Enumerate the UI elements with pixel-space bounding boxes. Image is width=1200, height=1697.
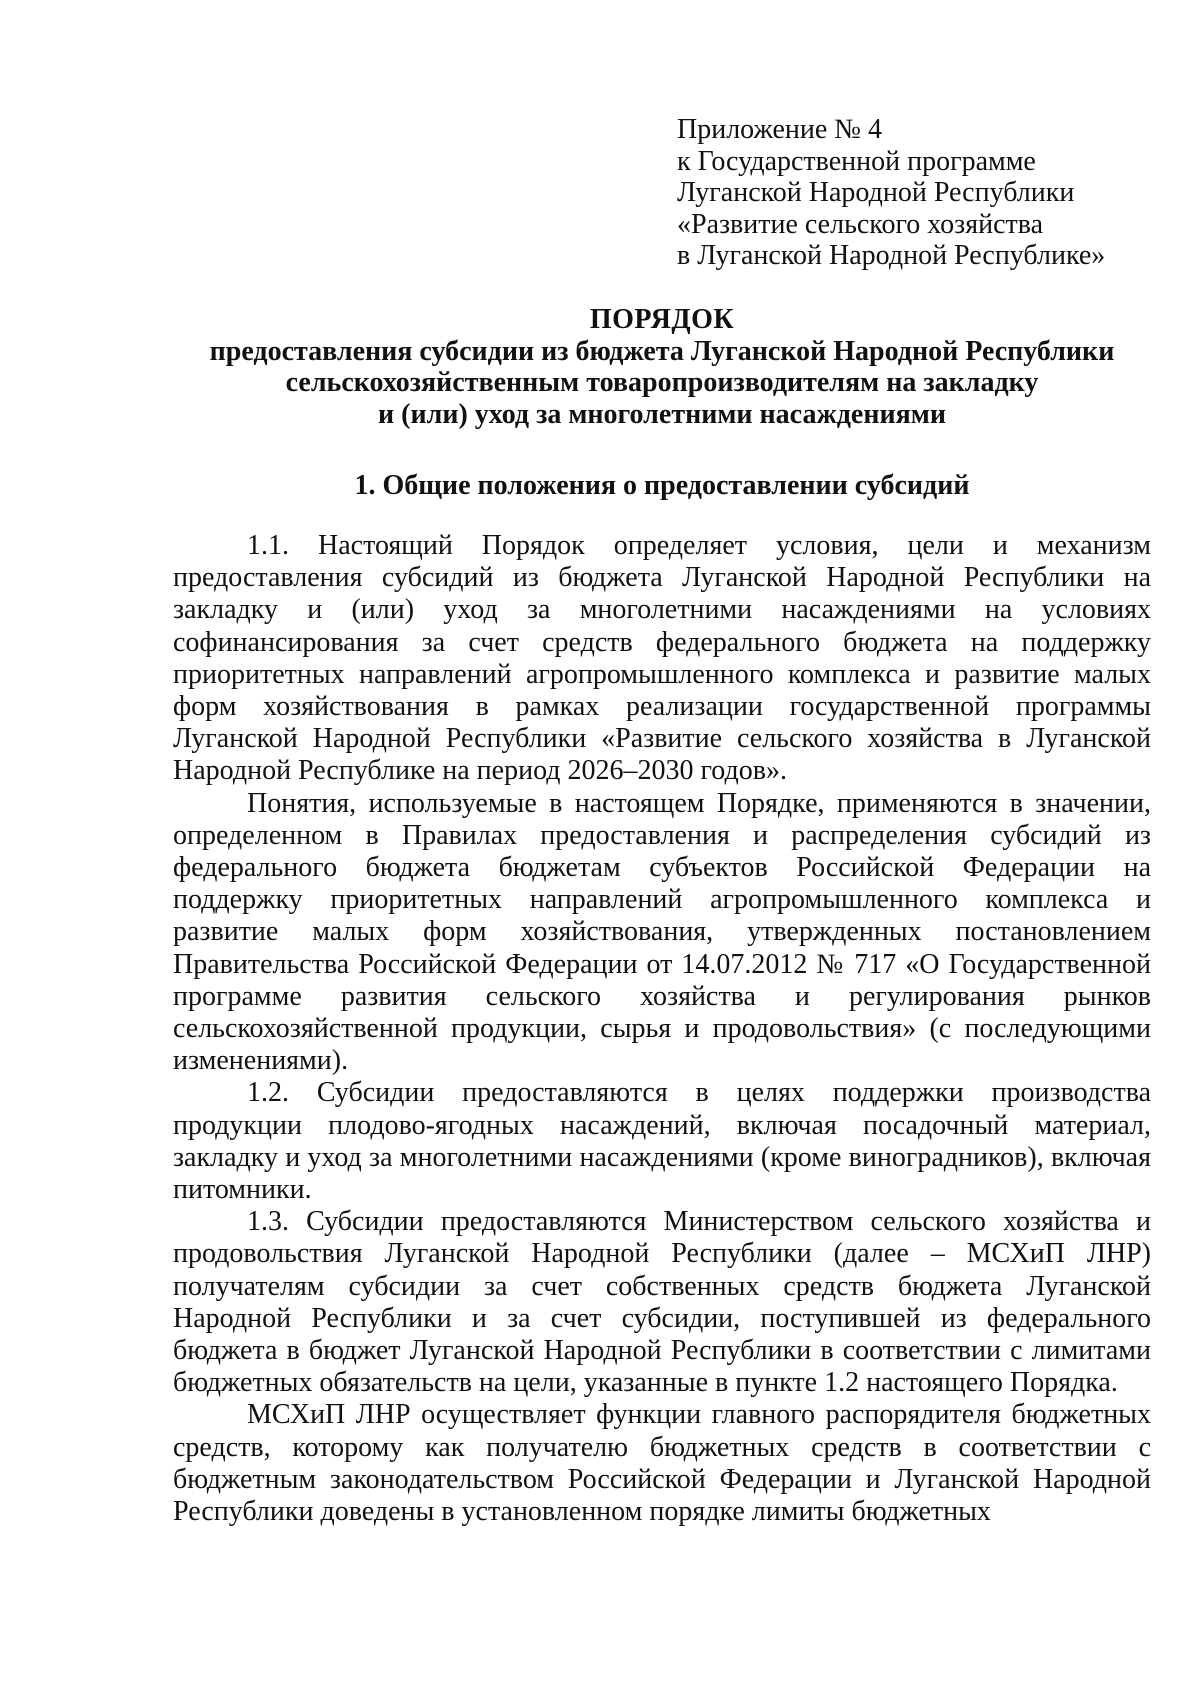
annex-program-ref: к Государственной программе <box>677 145 1036 177</box>
annex-header <box>677 114 1157 272</box>
annex-republic: Луганской Народной Республики <box>677 177 1075 208</box>
paragraph-budget-manager: МСХиП ЛНР осуществляет функции главного распорядителя бюджетных средств, которому как получателю бюджетных средств в соответствии с бюджетным законодательством Российской Федерации и Луганской Народной Республики доведены в установленном порядке лимиты бюджетных <box>173 1399 1151 1528</box>
document-title <box>173 304 1151 430</box>
title-line-3: и (или) уход за многолетними насаждениями <box>378 398 946 430</box>
section-heading: 1. Общие положения о предоставлении субсидий <box>354 470 970 501</box>
title-line-2: сельскохозяйственным товаропроизводителям на закладку <box>285 367 1039 398</box>
document-body <box>173 530 1151 1528</box>
annex-program-name: «Развитие сельского хозяйства <box>677 208 1044 240</box>
paragraph-1-3: 1.3. Субсидии предоставляются Министерством сельского хозяйства и продовольствия Луганской Народной Республики (далее – МСХиП ЛНР) получателям субсидии за счет собственных средств бюджета Луганской Народной Республики и за счет субсидии, поступившей из федерального бюджета в бюджет Луганской Народной Республики в соответствии с лимитами бюджетных обязательств на цели, указанные в пункте 1.2 настоящего Порядка. <box>173 1206 1151 1399</box>
title-line-1: предоставления субсидии из бюджета Луганской Народной Республики <box>209 335 1115 367</box>
annex-program-name-cont: в Луганской Народной Республике» <box>677 240 1106 271</box>
paragraph-1-1: 1.1. Настоящий Порядок определяет условия, цели и механизм предоставления субсидий из бюджета Луганской Народной Республики на закладку и (или) уход за многолетними насаждениями на условиях софинансирования за счет средств федерального бюджета на поддержку приоритетных направлений агропромышленного комплекса и развитие малых форм хозяйствования в рамках реализации государственной программы Луганской Народной Республики «Развитие сельского хозяйства в Луганской Народной Республике на период 2026–2030 годов». <box>173 530 1151 787</box>
annex-number: Приложение № 4 <box>677 114 882 145</box>
title-main: ПОРЯДОК <box>589 304 735 335</box>
paragraph-1-2: 1.2. Субсидии предоставляются в целях поддержки производства продукции плодово-ягодных насаждений, включая посадочный материал, закладку и уход за многолетними насаждениями (кроме виноградников), включая питомники. <box>173 1077 1151 1206</box>
paragraph-definitions: Понятия, используемые в настоящем Порядке, применяются в значении, определенном в Правилах предоставления и распределения субсидий из федерального бюджета бюджетам субъектов Российской Федерации на поддержку приоритетных направлений агропромышленного комплекса и развитие малых форм хозяйствования, утвержденных постановлением Правительства Российской Федерации от 14.07.2012 № 717 «О Государственной программе развития сельского хозяйства и регулирования рынков сельскохозяйственной продукции, сырья и продовольствия» (с последующими изменениями). <box>173 787 1151 1077</box>
